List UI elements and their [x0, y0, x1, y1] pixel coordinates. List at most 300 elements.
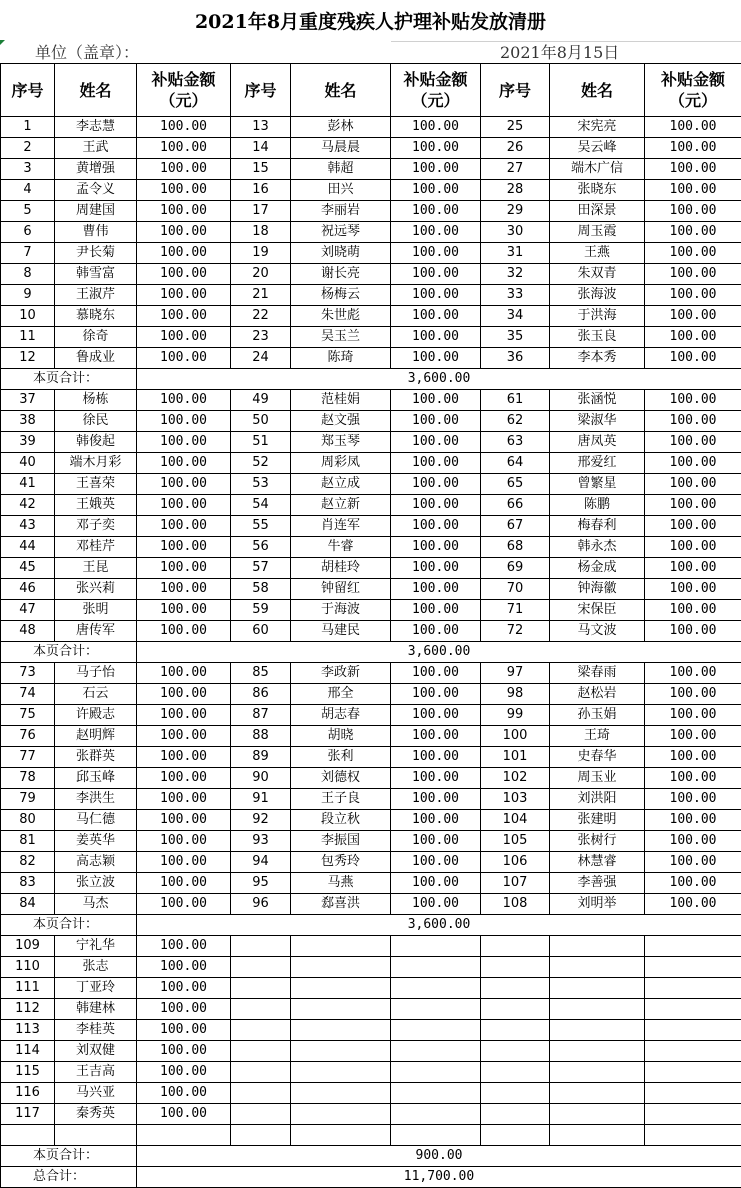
seq-cell[interactable]: 6: [1, 222, 55, 243]
amount-cell[interactable]: [645, 1041, 741, 1062]
name-cell[interactable]: 尹长菊: [55, 243, 137, 264]
name-cell[interactable]: 郑玉琴: [291, 432, 391, 453]
amount-cell[interactable]: 100.00: [137, 1020, 231, 1041]
amount-cell[interactable]: 100.00: [137, 789, 231, 810]
name-cell[interactable]: 周玉业: [550, 768, 645, 789]
amount-cell[interactable]: 100.00: [391, 285, 481, 306]
seq-cell[interactable]: 67: [481, 516, 550, 537]
seq-cell[interactable]: 25: [481, 117, 550, 138]
amount-cell[interactable]: 100.00: [391, 138, 481, 159]
name-cell[interactable]: [550, 1020, 645, 1041]
seq-cell[interactable]: 55: [231, 516, 291, 537]
seq-cell[interactable]: 53: [231, 474, 291, 495]
amount-cell[interactable]: 100.00: [137, 222, 231, 243]
name-cell[interactable]: 张明: [55, 600, 137, 621]
name-cell[interactable]: 李本秀: [550, 348, 645, 369]
name-cell[interactable]: 赵文强: [291, 411, 391, 432]
seq-cell[interactable]: [481, 1041, 550, 1062]
amount-cell[interactable]: [645, 999, 741, 1020]
name-cell[interactable]: 张晓东: [550, 180, 645, 201]
name-cell[interactable]: 张利: [291, 747, 391, 768]
name-cell[interactable]: 王琦: [550, 726, 645, 747]
seq-cell[interactable]: 26: [481, 138, 550, 159]
seq-cell[interactable]: 79: [1, 789, 55, 810]
name-cell[interactable]: [291, 1041, 391, 1062]
seq-cell[interactable]: 65: [481, 474, 550, 495]
name-cell[interactable]: 马杰: [55, 894, 137, 915]
amount-cell[interactable]: 100.00: [137, 411, 231, 432]
amount-cell[interactable]: 100.00: [391, 873, 481, 894]
seq-cell[interactable]: 83: [1, 873, 55, 894]
seq-cell[interactable]: 70: [481, 579, 550, 600]
amount-cell[interactable]: [645, 936, 741, 957]
seq-cell[interactable]: 46: [1, 579, 55, 600]
name-cell[interactable]: 陈鹏: [550, 495, 645, 516]
amount-cell[interactable]: 100.00: [391, 390, 481, 411]
amount-cell[interactable]: 100.00: [137, 1062, 231, 1083]
name-cell[interactable]: 丁亚玲: [55, 978, 137, 999]
name-cell[interactable]: 田深景: [550, 201, 645, 222]
seq-cell[interactable]: 111: [1, 978, 55, 999]
amount-cell[interactable]: 100.00: [137, 600, 231, 621]
seq-cell[interactable]: 43: [1, 516, 55, 537]
seq-cell[interactable]: 27: [481, 159, 550, 180]
name-cell[interactable]: 肖连军: [291, 516, 391, 537]
name-cell[interactable]: 曹伟: [55, 222, 137, 243]
seq-cell[interactable]: 104: [481, 810, 550, 831]
col-header-seq[interactable]: 序号: [231, 64, 291, 117]
amount-cell[interactable]: 100.00: [137, 306, 231, 327]
seq-cell[interactable]: [481, 957, 550, 978]
name-cell[interactable]: 唐传军: [55, 621, 137, 642]
seq-cell[interactable]: 73: [1, 663, 55, 684]
seq-cell[interactable]: 32: [481, 264, 550, 285]
amount-cell[interactable]: 100.00: [137, 180, 231, 201]
seq-cell[interactable]: [481, 1062, 550, 1083]
name-cell[interactable]: 曾繁星: [550, 474, 645, 495]
name-cell[interactable]: 李桂英: [55, 1020, 137, 1041]
seq-cell[interactable]: 75: [1, 705, 55, 726]
name-cell[interactable]: 张立波: [55, 873, 137, 894]
seq-cell[interactable]: 107: [481, 873, 550, 894]
name-cell[interactable]: 马燕: [291, 873, 391, 894]
seq-cell[interactable]: 82: [1, 852, 55, 873]
amount-cell[interactable]: 100.00: [645, 201, 741, 222]
seq-cell[interactable]: 87: [231, 705, 291, 726]
seq-cell[interactable]: 45: [1, 558, 55, 579]
amount-cell[interactable]: 100.00: [645, 411, 741, 432]
amount-cell[interactable]: 100.00: [137, 264, 231, 285]
seq-cell[interactable]: 18: [231, 222, 291, 243]
name-cell[interactable]: 高志颖: [55, 852, 137, 873]
seq-cell[interactable]: 113: [1, 1020, 55, 1041]
name-cell[interactable]: 慕晓东: [55, 306, 137, 327]
seq-cell[interactable]: [231, 936, 291, 957]
seq-cell[interactable]: 23: [231, 327, 291, 348]
name-cell[interactable]: 张建明: [550, 810, 645, 831]
subtotal-label[interactable]: 本页合计：: [1, 1146, 137, 1167]
amount-cell[interactable]: 100.00: [645, 180, 741, 201]
amount-cell[interactable]: [645, 1104, 741, 1125]
name-cell[interactable]: 孙玉娟: [550, 705, 645, 726]
amount-cell[interactable]: 100.00: [391, 117, 481, 138]
amount-cell[interactable]: 100.00: [645, 600, 741, 621]
seq-cell[interactable]: [481, 978, 550, 999]
seq-cell[interactable]: 38: [1, 411, 55, 432]
seq-cell[interactable]: 80: [1, 810, 55, 831]
name-cell[interactable]: 邢爱红: [550, 453, 645, 474]
seq-cell[interactable]: 21: [231, 285, 291, 306]
seq-cell[interactable]: 85: [231, 663, 291, 684]
seq-cell[interactable]: 71: [481, 600, 550, 621]
amount-cell[interactable]: 100.00: [645, 831, 741, 852]
seq-cell[interactable]: 90: [231, 768, 291, 789]
amount-cell[interactable]: 100.00: [137, 516, 231, 537]
amount-cell[interactable]: 100.00: [137, 852, 231, 873]
seq-cell[interactable]: 108: [481, 894, 550, 915]
amount-cell[interactable]: 100.00: [391, 327, 481, 348]
name-cell[interactable]: 于洪海: [550, 306, 645, 327]
name-cell[interactable]: 宋宪亮: [550, 117, 645, 138]
name-cell[interactable]: 张涵悦: [550, 390, 645, 411]
amount-cell[interactable]: 100.00: [391, 474, 481, 495]
name-cell[interactable]: 彭林: [291, 117, 391, 138]
name-cell[interactable]: 李丽岩: [291, 201, 391, 222]
seq-cell[interactable]: 60: [231, 621, 291, 642]
subtotal-value[interactable]: 900.00: [137, 1146, 741, 1167]
amount-cell[interactable]: 100.00: [137, 705, 231, 726]
subtotal-label[interactable]: 本页合计：: [1, 642, 137, 663]
name-cell[interactable]: 端木月彩: [55, 453, 137, 474]
name-cell[interactable]: 端木广信: [550, 159, 645, 180]
name-cell[interactable]: 胡志春: [291, 705, 391, 726]
amount-cell[interactable]: 100.00: [137, 999, 231, 1020]
name-cell[interactable]: 王昆: [55, 558, 137, 579]
amount-cell[interactable]: 100.00: [391, 621, 481, 642]
grand-total-label[interactable]: 总合计：: [1, 1167, 137, 1188]
name-cell[interactable]: 郄喜洪: [291, 894, 391, 915]
seq-cell[interactable]: 88: [231, 726, 291, 747]
amount-cell[interactable]: 100.00: [391, 747, 481, 768]
amount-cell[interactable]: 100.00: [391, 705, 481, 726]
name-cell[interactable]: 林慧睿: [550, 852, 645, 873]
amount-cell[interactable]: 100.00: [137, 348, 231, 369]
seq-cell[interactable]: [231, 1020, 291, 1041]
amount-cell[interactable]: 100.00: [645, 894, 741, 915]
name-cell[interactable]: 石云: [55, 684, 137, 705]
seq-cell[interactable]: 66: [481, 495, 550, 516]
seq-cell[interactable]: 40: [1, 453, 55, 474]
seq-cell[interactable]: 105: [481, 831, 550, 852]
amount-cell[interactable]: 100.00: [645, 474, 741, 495]
seq-cell[interactable]: 12: [1, 348, 55, 369]
name-cell[interactable]: [550, 1083, 645, 1104]
name-cell[interactable]: [291, 999, 391, 1020]
name-cell[interactable]: 钟留红: [291, 579, 391, 600]
name-cell[interactable]: 杨金成: [550, 558, 645, 579]
subtotal-value[interactable]: 3,600.00: [137, 915, 741, 936]
name-cell[interactable]: 梅春利: [550, 516, 645, 537]
seq-cell[interactable]: 98: [481, 684, 550, 705]
amount-cell[interactable]: 100.00: [137, 495, 231, 516]
amount-cell[interactable]: 100.00: [645, 768, 741, 789]
amount-cell[interactable]: [391, 978, 481, 999]
amount-cell[interactable]: [391, 1104, 481, 1125]
seq-cell[interactable]: 99: [481, 705, 550, 726]
amount-cell[interactable]: [391, 1062, 481, 1083]
seq-cell[interactable]: 15: [231, 159, 291, 180]
seq-cell[interactable]: 17: [231, 201, 291, 222]
name-cell[interactable]: 韩永杰: [550, 537, 645, 558]
amount-cell[interactable]: 100.00: [391, 789, 481, 810]
amount-cell[interactable]: 100.00: [137, 810, 231, 831]
seq-cell[interactable]: 2: [1, 138, 55, 159]
seq-cell[interactable]: 41: [1, 474, 55, 495]
amount-cell[interactable]: 100.00: [645, 117, 741, 138]
amount-cell[interactable]: 100.00: [645, 684, 741, 705]
seq-cell[interactable]: 54: [231, 495, 291, 516]
name-cell[interactable]: 王子良: [291, 789, 391, 810]
seq-cell[interactable]: 72: [481, 621, 550, 642]
name-cell[interactable]: [291, 1062, 391, 1083]
amount-cell[interactable]: [645, 957, 741, 978]
seq-cell[interactable]: [481, 1104, 550, 1125]
name-cell[interactable]: 李洪生: [55, 789, 137, 810]
amount-cell[interactable]: 100.00: [391, 201, 481, 222]
seq-cell[interactable]: 52: [231, 453, 291, 474]
name-cell[interactable]: 王燕: [550, 243, 645, 264]
amount-cell[interactable]: 100.00: [645, 222, 741, 243]
seq-cell[interactable]: 50: [231, 411, 291, 432]
seq-cell[interactable]: [481, 999, 550, 1020]
seq-cell[interactable]: 42: [1, 495, 55, 516]
name-cell[interactable]: 周建国: [55, 201, 137, 222]
seq-cell[interactable]: 58: [231, 579, 291, 600]
name-cell[interactable]: 姜英华: [55, 831, 137, 852]
name-cell[interactable]: 鲁成业: [55, 348, 137, 369]
seq-cell[interactable]: 78: [1, 768, 55, 789]
seq-cell[interactable]: 86: [231, 684, 291, 705]
name-cell[interactable]: 周玉霞: [550, 222, 645, 243]
seq-cell[interactable]: 51: [231, 432, 291, 453]
seq-cell[interactable]: 101: [481, 747, 550, 768]
name-cell[interactable]: 马子怡: [55, 663, 137, 684]
seq-cell[interactable]: 20: [231, 264, 291, 285]
amount-cell[interactable]: 100.00: [137, 453, 231, 474]
amount-cell[interactable]: 100.00: [137, 768, 231, 789]
name-cell[interactable]: [550, 1104, 645, 1125]
amount-cell[interactable]: 100.00: [391, 453, 481, 474]
amount-cell[interactable]: 100.00: [645, 516, 741, 537]
seq-cell[interactable]: 106: [481, 852, 550, 873]
amount-cell[interactable]: 100.00: [137, 159, 231, 180]
seq-cell[interactable]: 91: [231, 789, 291, 810]
amount-cell[interactable]: 100.00: [137, 558, 231, 579]
name-cell[interactable]: 田兴: [291, 180, 391, 201]
name-cell[interactable]: 马仁德: [55, 810, 137, 831]
seq-cell[interactable]: [231, 1083, 291, 1104]
amount-cell[interactable]: [645, 978, 741, 999]
col-header-name[interactable]: 姓名: [550, 64, 645, 117]
name-cell[interactable]: 邱玉峰: [55, 768, 137, 789]
name-cell[interactable]: 赵立成: [291, 474, 391, 495]
name-cell[interactable]: 赵立新: [291, 495, 391, 516]
seq-cell[interactable]: 44: [1, 537, 55, 558]
name-cell[interactable]: 刘晓萌: [291, 243, 391, 264]
name-cell[interactable]: 段立秋: [291, 810, 391, 831]
amount-cell[interactable]: 100.00: [645, 432, 741, 453]
amount-cell[interactable]: [391, 1041, 481, 1062]
name-cell[interactable]: [291, 936, 391, 957]
amount-cell[interactable]: 100.00: [137, 579, 231, 600]
amount-cell[interactable]: 100.00: [137, 474, 231, 495]
amount-cell[interactable]: 100.00: [391, 306, 481, 327]
amount-cell[interactable]: 100.00: [645, 327, 741, 348]
amount-cell[interactable]: 100.00: [137, 978, 231, 999]
seq-cell[interactable]: 96: [231, 894, 291, 915]
seq-cell[interactable]: 29: [481, 201, 550, 222]
seq-cell[interactable]: 89: [231, 747, 291, 768]
amount-cell[interactable]: 100.00: [645, 621, 741, 642]
seq-cell[interactable]: 4: [1, 180, 55, 201]
amount-cell[interactable]: 100.00: [391, 768, 481, 789]
name-cell[interactable]: 梁春雨: [550, 663, 645, 684]
seq-cell[interactable]: 47: [1, 600, 55, 621]
seq-cell[interactable]: 62: [481, 411, 550, 432]
name-cell[interactable]: 刘明举: [550, 894, 645, 915]
seq-cell[interactable]: 92: [231, 810, 291, 831]
subtotal-value[interactable]: 3,600.00: [137, 369, 741, 390]
amount-cell[interactable]: 100.00: [391, 264, 481, 285]
name-cell[interactable]: 许殿志: [55, 705, 137, 726]
amount-cell[interactable]: [391, 1020, 481, 1041]
amount-cell[interactable]: [645, 1020, 741, 1041]
seq-cell[interactable]: 76: [1, 726, 55, 747]
amount-cell[interactable]: 100.00: [137, 537, 231, 558]
amount-cell[interactable]: 100.00: [391, 411, 481, 432]
name-cell[interactable]: [55, 1125, 137, 1146]
seq-cell[interactable]: 28: [481, 180, 550, 201]
amount-cell[interactable]: 100.00: [137, 243, 231, 264]
amount-cell[interactable]: 100.00: [137, 1083, 231, 1104]
name-cell[interactable]: [550, 978, 645, 999]
name-cell[interactable]: 吴玉兰: [291, 327, 391, 348]
seq-cell[interactable]: [231, 1062, 291, 1083]
amount-cell[interactable]: [391, 999, 481, 1020]
amount-cell[interactable]: 100.00: [137, 1041, 231, 1062]
amount-cell[interactable]: 100.00: [137, 726, 231, 747]
amount-cell[interactable]: 100.00: [391, 894, 481, 915]
name-cell[interactable]: 刘洪阳: [550, 789, 645, 810]
amount-cell[interactable]: 100.00: [391, 663, 481, 684]
name-cell[interactable]: [291, 1104, 391, 1125]
name-cell[interactable]: 韩俊起: [55, 432, 137, 453]
seq-cell[interactable]: 8: [1, 264, 55, 285]
amount-cell[interactable]: 100.00: [137, 747, 231, 768]
name-cell[interactable]: 钟海徽: [550, 579, 645, 600]
name-cell[interactable]: 唐凤英: [550, 432, 645, 453]
amount-cell[interactable]: 100.00: [645, 159, 741, 180]
amount-cell[interactable]: 100.00: [137, 390, 231, 411]
col-header-amount[interactable]: [391, 64, 481, 117]
seq-cell[interactable]: 13: [231, 117, 291, 138]
amount-cell[interactable]: 100.00: [137, 285, 231, 306]
name-cell[interactable]: [550, 936, 645, 957]
seq-cell[interactable]: [231, 1125, 291, 1146]
seq-cell[interactable]: 48: [1, 621, 55, 642]
amount-cell[interactable]: [391, 1083, 481, 1104]
amount-cell[interactable]: 100.00: [137, 663, 231, 684]
seq-cell[interactable]: [231, 999, 291, 1020]
amount-cell[interactable]: 100.00: [645, 579, 741, 600]
name-cell[interactable]: 包秀玲: [291, 852, 391, 873]
seq-cell[interactable]: 24: [231, 348, 291, 369]
name-cell[interactable]: 张志: [55, 957, 137, 978]
seq-cell[interactable]: 116: [1, 1083, 55, 1104]
name-cell[interactable]: 李志慧: [55, 117, 137, 138]
seq-cell[interactable]: [231, 1041, 291, 1062]
seq-cell[interactable]: 9: [1, 285, 55, 306]
name-cell[interactable]: 孟令义: [55, 180, 137, 201]
col-header-amount[interactable]: [137, 64, 231, 117]
name-cell[interactable]: [291, 1020, 391, 1041]
amount-cell[interactable]: 100.00: [645, 264, 741, 285]
amount-cell[interactable]: 100.00: [391, 180, 481, 201]
amount-cell[interactable]: 100.00: [137, 201, 231, 222]
amount-cell[interactable]: 100.00: [391, 558, 481, 579]
seq-cell[interactable]: 64: [481, 453, 550, 474]
seq-cell[interactable]: [481, 936, 550, 957]
amount-cell[interactable]: 100.00: [391, 831, 481, 852]
amount-cell[interactable]: 100.00: [645, 243, 741, 264]
grand-total-value[interactable]: 11,700.00: [137, 1167, 741, 1188]
name-cell[interactable]: [291, 957, 391, 978]
name-cell[interactable]: 祝远琴: [291, 222, 391, 243]
seq-cell[interactable]: 95: [231, 873, 291, 894]
amount-cell[interactable]: 100.00: [645, 558, 741, 579]
subtotal-value[interactable]: 3,600.00: [137, 642, 741, 663]
amount-cell[interactable]: 100.00: [391, 495, 481, 516]
amount-cell[interactable]: 100.00: [645, 306, 741, 327]
name-cell[interactable]: 周彩凤: [291, 453, 391, 474]
amount-cell[interactable]: 100.00: [137, 873, 231, 894]
subtotal-label[interactable]: 本页合计：: [1, 369, 137, 390]
seq-cell[interactable]: 114: [1, 1041, 55, 1062]
name-cell[interactable]: 王喜荣: [55, 474, 137, 495]
amount-cell[interactable]: 100.00: [645, 726, 741, 747]
amount-cell[interactable]: 100.00: [391, 537, 481, 558]
seq-cell[interactable]: 35: [481, 327, 550, 348]
seq-cell[interactable]: 10: [1, 306, 55, 327]
name-cell[interactable]: 马建民: [291, 621, 391, 642]
amount-cell[interactable]: [391, 936, 481, 957]
seq-cell[interactable]: 100: [481, 726, 550, 747]
amount-cell[interactable]: 100.00: [391, 348, 481, 369]
amount-cell[interactable]: 100.00: [391, 579, 481, 600]
amount-cell[interactable]: 100.00: [137, 957, 231, 978]
amount-cell[interactable]: 100.00: [391, 159, 481, 180]
seq-cell[interactable]: 93: [231, 831, 291, 852]
amount-cell[interactable]: 100.00: [391, 222, 481, 243]
amount-cell[interactable]: 100.00: [137, 936, 231, 957]
name-cell[interactable]: [550, 1062, 645, 1083]
name-cell[interactable]: 梁淑华: [550, 411, 645, 432]
name-cell[interactable]: 马文波: [550, 621, 645, 642]
name-cell[interactable]: 于海波: [291, 600, 391, 621]
seq-cell[interactable]: 103: [481, 789, 550, 810]
amount-cell[interactable]: 100.00: [645, 663, 741, 684]
name-cell[interactable]: 王娥英: [55, 495, 137, 516]
